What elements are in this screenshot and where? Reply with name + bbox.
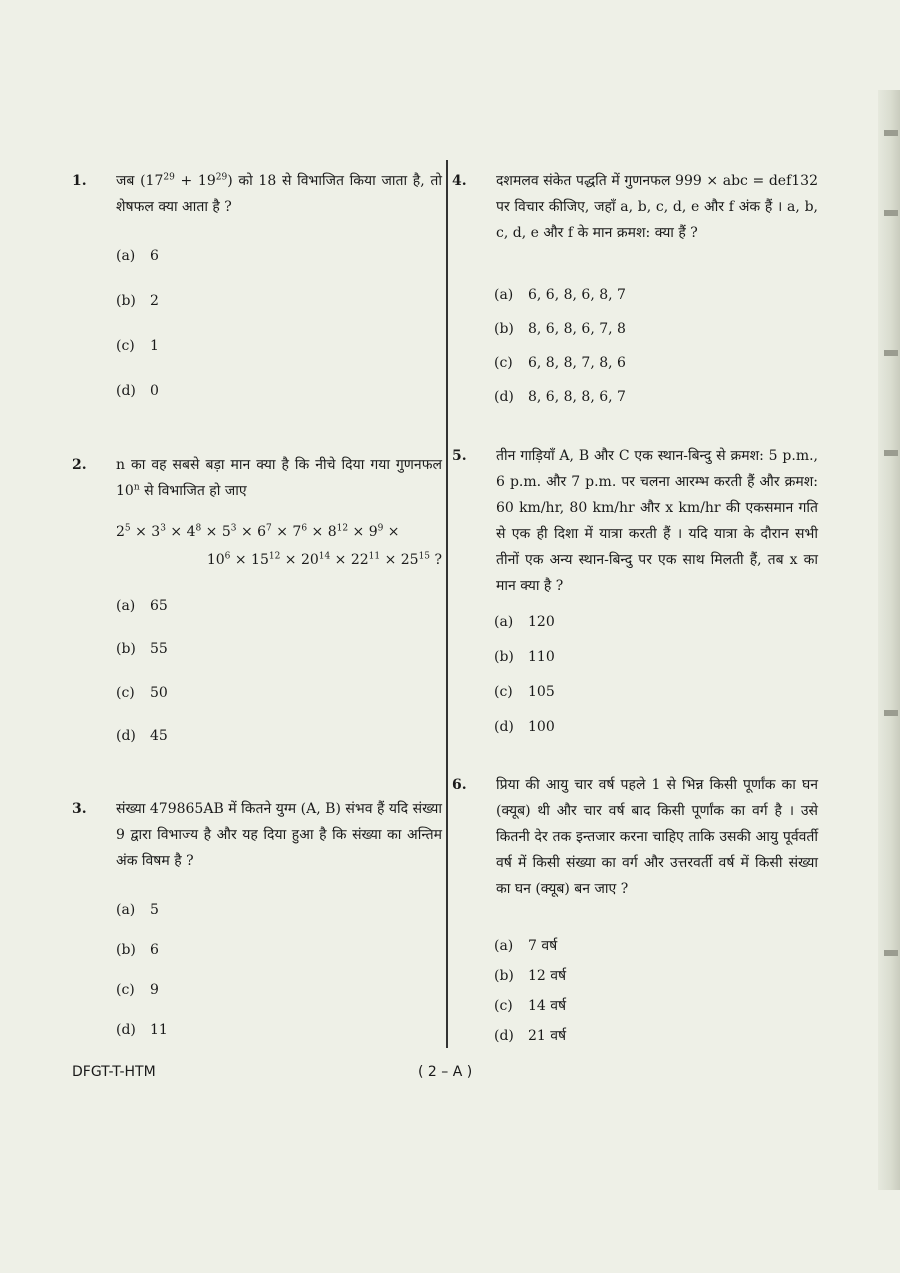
question-5	[452, 443, 818, 599]
option-4b: (b) 8, 6, 8, 6, 7, 8	[494, 321, 626, 337]
option-3c: (c) 9	[116, 982, 159, 998]
question-6	[452, 772, 818, 902]
column-divider	[446, 160, 448, 1048]
option-6d: (d) 21 वर्ष	[494, 1028, 567, 1044]
edge-mark	[884, 950, 898, 956]
option-5c: (c) 105	[494, 684, 555, 700]
formula-line-1: $2^5 \times 3^3 \times 4^8 \times 5^3 \times 6^7 \times 7^6 \times 8^{12} \times 9^9$ ×	[116, 523, 400, 540]
option-5b: (b) 110	[494, 649, 555, 665]
edge-mark	[884, 710, 898, 716]
option-6c: (c) 14 वर्ष	[494, 998, 567, 1014]
question-number: 1.	[72, 173, 87, 189]
edge-mark	[884, 130, 898, 136]
option-5d: (d) 100	[494, 719, 555, 735]
option-1c: (c) 1	[116, 338, 159, 354]
option-6b: (b) 12 वर्ष	[494, 968, 567, 984]
question-number: 5.	[452, 448, 467, 464]
option-4d: (d) 8, 6, 8, 8, 6, 7	[494, 389, 626, 405]
option-3b: (b) 6	[116, 942, 159, 958]
question-text: संख्या 479865AB में कितने युग्म (A, B) संभव हैं यदि संख्या 9 द्वारा विभाज्य है और यह दिया हुआ है कि संख्या का अन्तिम अंक विषम है ?	[116, 801, 442, 869]
question-text: प्रिया की आयु चार वर्ष पहले 1 से भिन्न किसी पूर्णांक का घन (क्यूब) थी और चार वर्ष बाद किसी पूर्णांक का वर्ग है । उसे कितनी देर तक इन्तजार करना चाहिए ताकि उसकी आयु पूर्ववर्ती वर्ष में किसी संख्या का वर्ग और उत्तरवर्ती वर्ष में किसी संख्या का घन (क्यूब) बन जाए ?	[496, 777, 818, 897]
edge-mark	[884, 210, 898, 216]
footer-page-number: ( 2 – A )	[418, 1064, 473, 1080]
question-4	[452, 168, 818, 246]
option-2b: (b) 55	[116, 641, 168, 657]
option-5a: (a) 120	[494, 614, 555, 630]
option-1a: (a) 6	[116, 248, 159, 264]
question-1	[72, 168, 442, 220]
question-text: n का वह सबसे बड़ा मान क्या है कि नीचे दिया गया गुणनफल 10$^n$ से विभाजित हो जाए	[116, 457, 442, 499]
option-2d: (d) 45	[116, 728, 168, 744]
option-1b: (b) 2	[116, 293, 159, 309]
option-1d: (d) 0	[116, 383, 159, 399]
question-3	[72, 796, 442, 874]
option-4c: (c) 6, 8, 8, 7, 8, 6	[494, 355, 626, 371]
scan-edge	[878, 90, 900, 1190]
question-text: दशमलव संकेत पद्धति में गुणनफल 999 × abc = def132 पर विचार कीजिए, जहाँ a, b, c, d, e और f अंक हैं । a, b, c, d, e और f के मान क्रमश: क्या हैं ?	[496, 173, 818, 241]
question-number: 6.	[452, 777, 467, 793]
question-number: 3.	[72, 801, 87, 817]
formula-line-2: $10^6 \times 15^{12} \times 20^{14} \times 22^{11} \times 25^{15}$ ?	[206, 551, 442, 568]
question-text: जब $(17^{29} + 19^{29})$ को 18 से विभाजित किया जाता है, तो शेषफल क्या आता है ?	[116, 172, 442, 215]
option-2c: (c) 50	[116, 685, 168, 701]
option-6a: (a) 7 वर्ष	[494, 938, 558, 954]
question-text: तीन गाड़ियाँ A, B और C एक स्थान-बिन्दु से क्रमश: 5 p.m., 6 p.m. और 7 p.m. पर चलना आरम्भ करती हैं और क्रमश: 60 km/hr, 80 km/hr और x km/hr की एकसमान गति से एक ही दिशा में यात्रा करती हैं । यदि यात्रा के दौरान सभी तीनों एक अन्य स्थान-बिन्दु पर एक साथ मिलती हैं, तब x का मान क्या है ?	[496, 448, 818, 594]
question-2	[72, 452, 442, 504]
edge-mark	[884, 350, 898, 356]
option-2a: (a) 65	[116, 598, 168, 614]
edge-mark	[884, 450, 898, 456]
option-3d: (d) 11	[116, 1022, 168, 1038]
question-number: 4.	[452, 173, 467, 189]
question-number: 2.	[72, 457, 87, 473]
option-3a: (a) 5	[116, 902, 159, 918]
footer-code: DFGT-T-HTM	[72, 1064, 156, 1080]
option-4a: (a) 6, 6, 8, 6, 8, 7	[494, 287, 626, 303]
